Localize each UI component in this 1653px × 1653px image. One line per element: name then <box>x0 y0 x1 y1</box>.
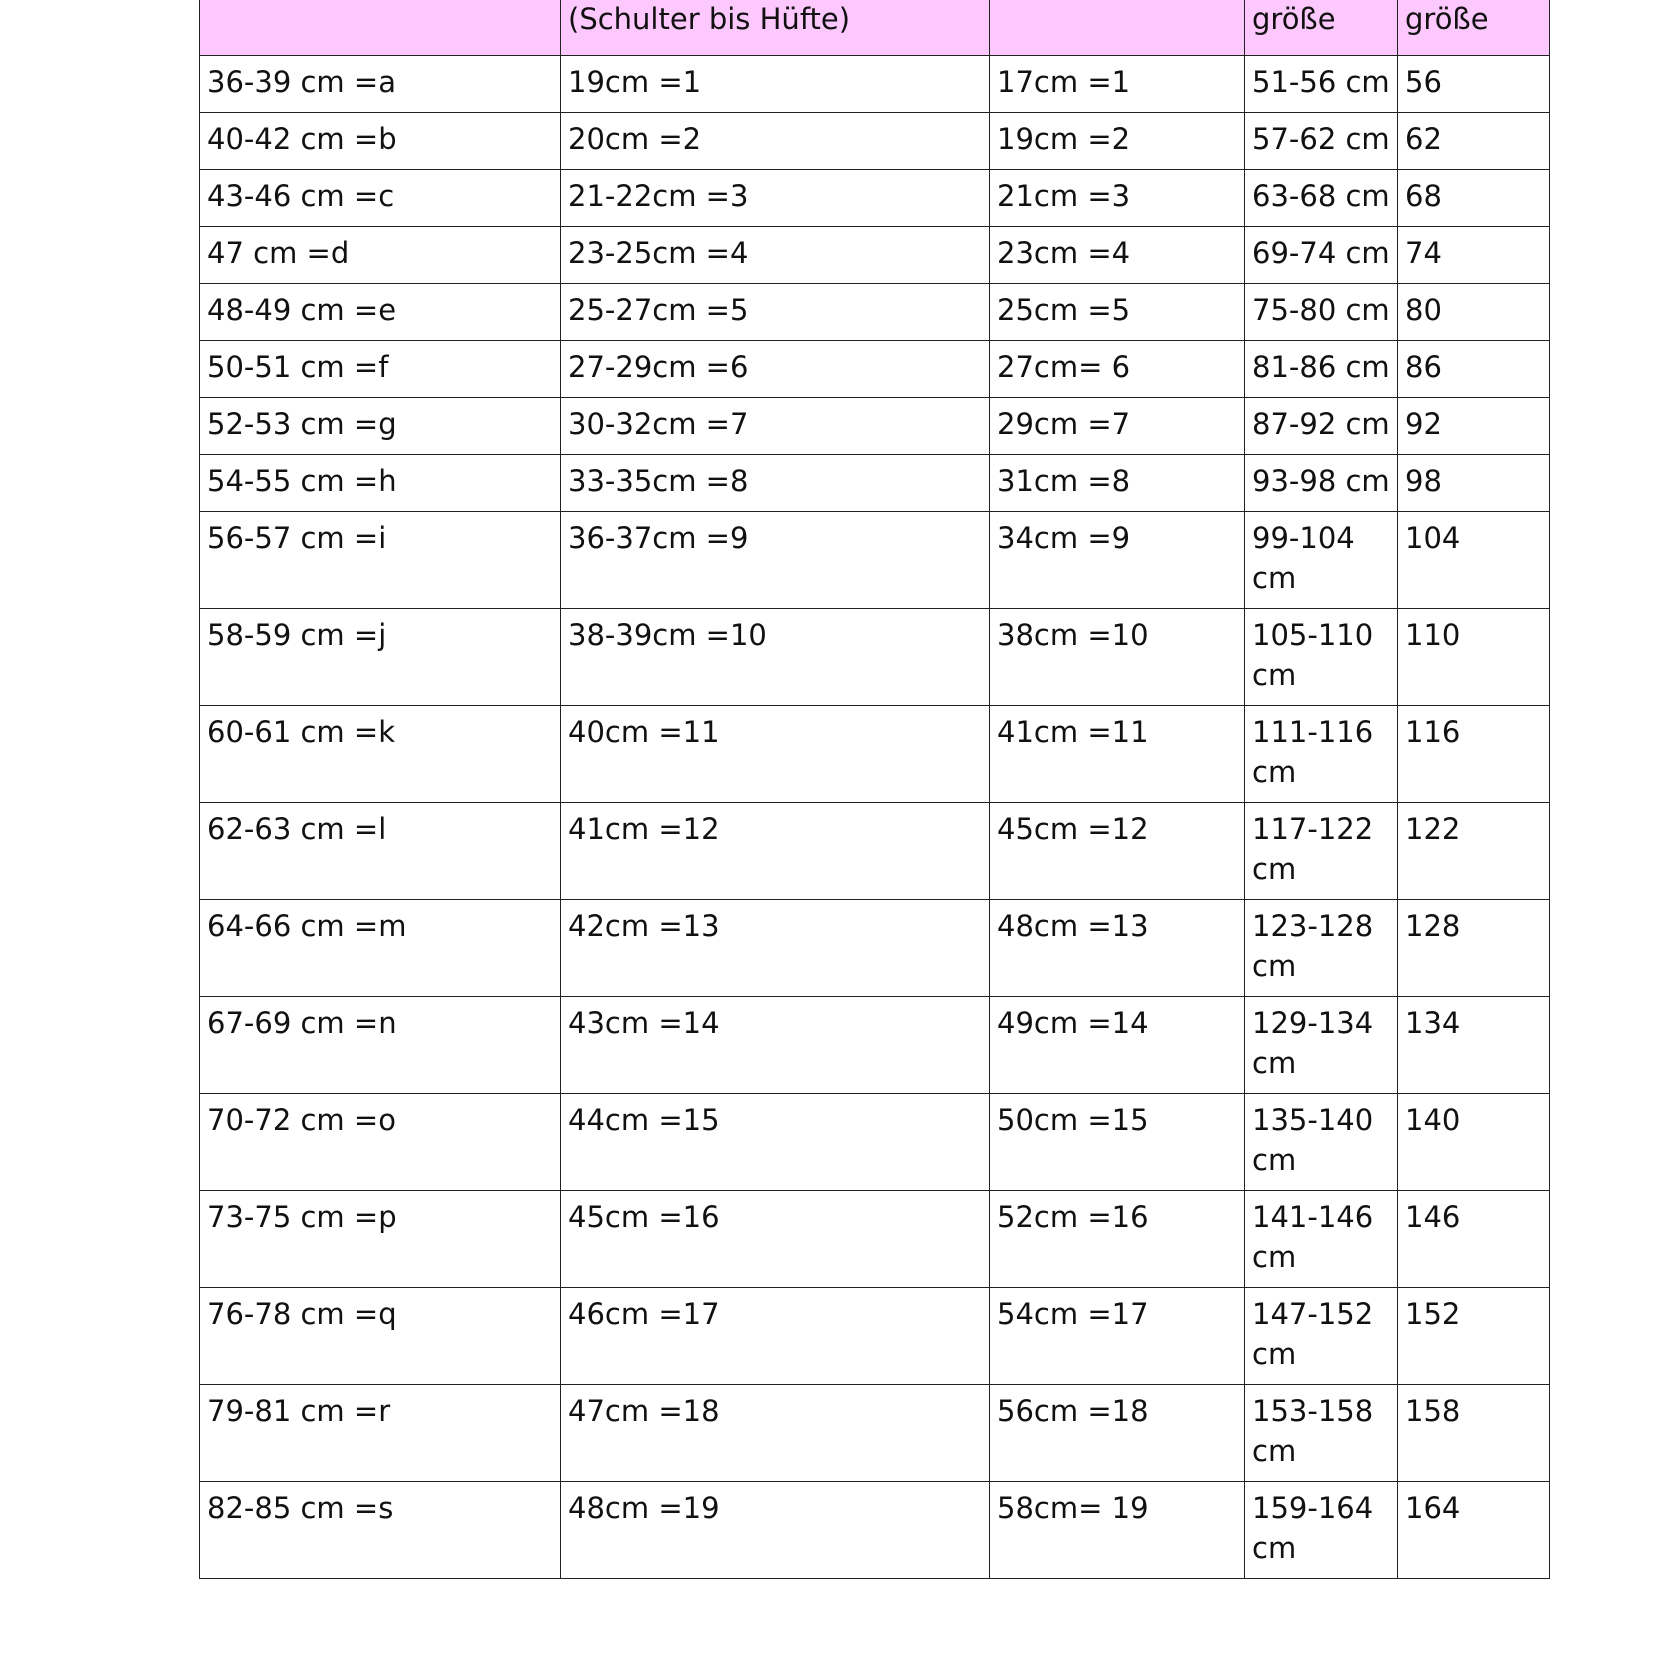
cell-chest: 58-59 cm =j <box>200 609 561 706</box>
cell-size: 128 <box>1398 900 1550 997</box>
table-row <box>200 398 1550 455</box>
cell-torso: 45cm =16 <box>561 1191 990 1288</box>
table-row <box>200 170 1550 227</box>
cell-chest: 43-46 cm =c <box>200 170 561 227</box>
cell-arm-length: 45cm =12 <box>990 803 1245 900</box>
cell-body-height: 117-122 cm <box>1245 803 1398 900</box>
cell-size: 74 <box>1398 227 1550 284</box>
cell-chest: 48-49 cm =e <box>200 284 561 341</box>
cell-arm-length: 27cm= 6 <box>990 341 1245 398</box>
cell-body-height: 81-86 cm <box>1245 341 1398 398</box>
cell-body-height: 129-134 cm <box>1245 997 1398 1094</box>
cell-body-height: 147-152 cm <box>1245 1288 1398 1385</box>
cell-torso: 25-27cm =5 <box>561 284 990 341</box>
cell-torso: 48cm =19 <box>561 1482 990 1579</box>
cell-size: 68 <box>1398 170 1550 227</box>
cell-body-height: 153-158 cm <box>1245 1385 1398 1482</box>
cell-chest: 70-72 cm =o <box>200 1094 561 1191</box>
cell-size: 86 <box>1398 341 1550 398</box>
cell-chest: 40-42 cm =b <box>200 113 561 170</box>
cell-arm-length: 19cm =2 <box>990 113 1245 170</box>
table-row <box>200 227 1550 284</box>
cell-arm-length: 29cm =7 <box>990 398 1245 455</box>
table-row <box>200 1288 1550 1385</box>
header-chest <box>200 0 561 56</box>
cell-torso: 21-22cm =3 <box>561 170 990 227</box>
cell-arm-length: 56cm =18 <box>990 1385 1245 1482</box>
cell-body-height: 63-68 cm <box>1245 170 1398 227</box>
cell-arm-length: 31cm =8 <box>990 455 1245 512</box>
cell-torso: 44cm =15 <box>561 1094 990 1191</box>
cell-body-height: 105-110 cm <box>1245 609 1398 706</box>
cell-arm-length: 48cm =13 <box>990 900 1245 997</box>
table-row <box>200 609 1550 706</box>
table-row <box>200 1094 1550 1191</box>
cell-chest: 76-78 cm =q <box>200 1288 561 1385</box>
table-row <box>200 900 1550 997</box>
cell-torso: 19cm =1 <box>561 56 990 113</box>
cell-torso: 46cm =17 <box>561 1288 990 1385</box>
header-torso: (Schulter bis Hüfte) <box>561 0 990 56</box>
cell-size: 56 <box>1398 56 1550 113</box>
cell-size: 152 <box>1398 1288 1550 1385</box>
cell-body-height: 51-56 cm <box>1245 56 1398 113</box>
table-row <box>200 56 1550 113</box>
cell-size: 98 <box>1398 455 1550 512</box>
cell-size: 158 <box>1398 1385 1550 1482</box>
header-size: größe <box>1398 0 1550 56</box>
cell-body-height: 111-116 cm <box>1245 706 1398 803</box>
table-row <box>200 341 1550 398</box>
cell-body-height: 141-146 cm <box>1245 1191 1398 1288</box>
table-row <box>200 284 1550 341</box>
cell-size: 146 <box>1398 1191 1550 1288</box>
cell-chest: 67-69 cm =n <box>200 997 561 1094</box>
cell-size: 110 <box>1398 609 1550 706</box>
cell-chest: 62-63 cm =l <box>200 803 561 900</box>
header-arm-length <box>990 0 1245 56</box>
cell-body-height: 135-140 cm <box>1245 1094 1398 1191</box>
cell-arm-length: 54cm =17 <box>990 1288 1245 1385</box>
cell-torso: 33-35cm =8 <box>561 455 990 512</box>
header-body-height: größe <box>1245 0 1398 56</box>
cell-size: 134 <box>1398 997 1550 1094</box>
table-row <box>200 997 1550 1094</box>
cell-torso: 30-32cm =7 <box>561 398 990 455</box>
table-row <box>200 113 1550 170</box>
cell-torso: 47cm =18 <box>561 1385 990 1482</box>
cell-arm-length: 34cm =9 <box>990 512 1245 609</box>
cell-torso: 36-37cm =9 <box>561 512 990 609</box>
cell-body-height: 99-104 cm <box>1245 512 1398 609</box>
table-row <box>200 512 1550 609</box>
cell-torso: 40cm =11 <box>561 706 990 803</box>
cell-arm-length: 17cm =1 <box>990 56 1245 113</box>
cell-torso: 43cm =14 <box>561 997 990 1094</box>
cell-body-height: 57-62 cm <box>1245 113 1398 170</box>
cell-chest: 79-81 cm =r <box>200 1385 561 1482</box>
cell-body-height: 87-92 cm <box>1245 398 1398 455</box>
cell-size: 80 <box>1398 284 1550 341</box>
cell-size: 140 <box>1398 1094 1550 1191</box>
cell-chest: 52-53 cm =g <box>200 398 561 455</box>
cell-arm-length: 49cm =14 <box>990 997 1245 1094</box>
table-row <box>200 455 1550 512</box>
cell-size: 104 <box>1398 512 1550 609</box>
cell-arm-length: 41cm =11 <box>990 706 1245 803</box>
cell-chest: 54-55 cm =h <box>200 455 561 512</box>
cell-size: 62 <box>1398 113 1550 170</box>
cell-body-height: 123-128 cm <box>1245 900 1398 997</box>
cell-chest: 73-75 cm =p <box>200 1191 561 1288</box>
cell-arm-length: 21cm =3 <box>990 170 1245 227</box>
cell-arm-length: 23cm =4 <box>990 227 1245 284</box>
cell-torso: 27-29cm =6 <box>561 341 990 398</box>
header-row <box>200 0 1550 56</box>
cell-body-height: 75-80 cm <box>1245 284 1398 341</box>
cell-torso: 41cm =12 <box>561 803 990 900</box>
cell-size: 92 <box>1398 398 1550 455</box>
cell-chest: 64-66 cm =m <box>200 900 561 997</box>
cell-arm-length: 50cm =15 <box>990 1094 1245 1191</box>
cell-torso: 38-39cm =10 <box>561 609 990 706</box>
cell-chest: 47 cm =d <box>200 227 561 284</box>
cell-size: 116 <box>1398 706 1550 803</box>
table-row <box>200 1482 1550 1579</box>
table-row <box>200 706 1550 803</box>
cell-body-height: 69-74 cm <box>1245 227 1398 284</box>
cell-chest: 36-39 cm =a <box>200 56 561 113</box>
cell-size: 164 <box>1398 1482 1550 1579</box>
cell-arm-length: 58cm= 19 <box>990 1482 1245 1579</box>
cell-arm-length: 52cm =16 <box>990 1191 1245 1288</box>
cell-torso: 23-25cm =4 <box>561 227 990 284</box>
cell-body-height: 159-164 cm <box>1245 1482 1398 1579</box>
cell-chest: 56-57 cm =i <box>200 512 561 609</box>
cell-size: 122 <box>1398 803 1550 900</box>
cell-torso: 20cm =2 <box>561 113 990 170</box>
cell-chest: 60-61 cm =k <box>200 706 561 803</box>
size-chart-table <box>199 0 1550 1579</box>
table-row <box>200 803 1550 900</box>
table-row <box>200 1191 1550 1288</box>
cell-arm-length: 38cm =10 <box>990 609 1245 706</box>
table-row <box>200 1385 1550 1482</box>
cell-arm-length: 25cm =5 <box>990 284 1245 341</box>
cell-body-height: 93-98 cm <box>1245 455 1398 512</box>
cell-torso: 42cm =13 <box>561 900 990 997</box>
cell-chest: 82-85 cm =s <box>200 1482 561 1579</box>
cell-chest: 50-51 cm =f <box>200 341 561 398</box>
